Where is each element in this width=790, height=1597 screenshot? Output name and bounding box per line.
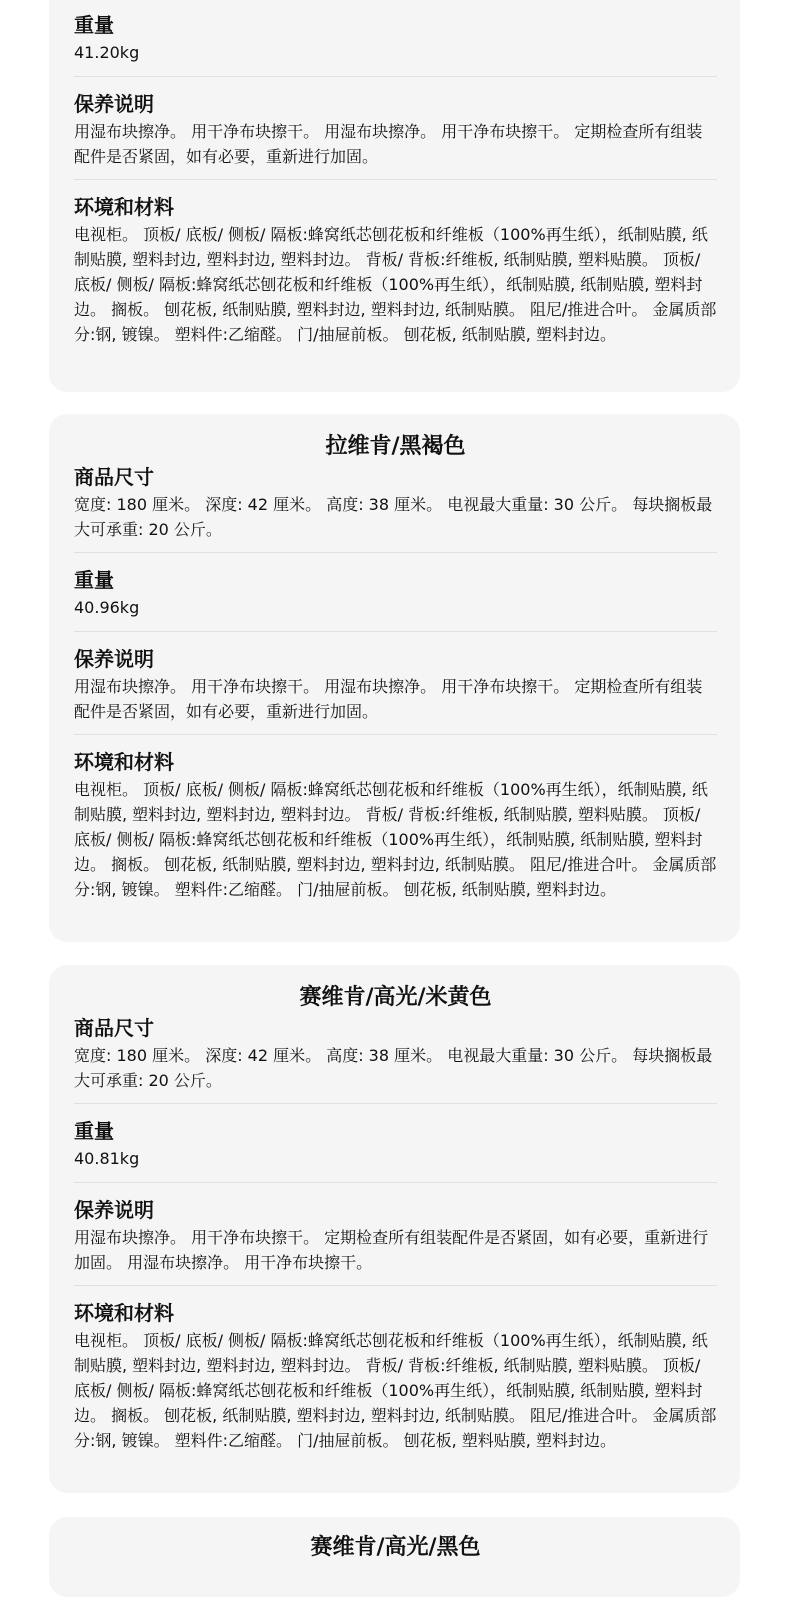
product-spec-card (49, 0, 740, 392)
section-divider (74, 179, 717, 180)
size-text: 宽度: 180 厘米。 深度: 42 厘米。 高度: 38 厘米。 电视最大重量: 30 公斤。 每块搁板最大可承重: 20 公斤。 (74, 495, 713, 539)
product-spec-card (49, 1517, 740, 1597)
size-text: 宽度: 180 厘米。 深度: 42 厘米。 高度: 38 厘米。 电视最大重量: 30 公斤。 每块搁板最大可承重: 20 公斤。 (74, 1046, 713, 1090)
size-label: 商品尺寸 (74, 1016, 154, 1040)
environment-text: 电视柜。 顶板/ 底板/ 侧板/ 隔板:蜂窝纸芯刨花板和纤维板（100%再生纸），纸制贴膜, 纸制贴膜, 塑料封边, 塑料封边, 塑料封边。 背板/ 背板:纤维板, 纸制贴膜, 塑料贴膜。 顶板/ 底板/ 侧板/ 隔板:蜂窝纸芯刨花板和纤维板（100%再生纸），纸制贴膜, 纸制贴膜, 塑料封边。 搁板。 刨花板, 纸制贴膜, 塑料封边, 塑料封边, 纸制贴膜。 阻尼/推进合叶。 金属质部分:钢, 镀镍。 塑料件:乙缩醛。 门/抽屉前板。 刨花板, 纸制贴膜, 塑料封边。 (74, 780, 717, 899)
weight-label: 重量 (74, 568, 114, 592)
variant-title: 赛维肯/高光/黑色 (310, 1535, 481, 1560)
care-label: 保养说明 (74, 92, 154, 116)
weight-value: 40.81kg (74, 1149, 140, 1168)
variant-title: 赛维肯/高光/米黄色 (299, 985, 492, 1010)
environment-label: 环境和材料 (74, 1301, 174, 1325)
weight-value: 40.96kg (74, 598, 140, 617)
section-divider (74, 734, 717, 735)
section-divider (74, 1285, 717, 1286)
size-label: 商品尺寸 (74, 465, 154, 489)
environment-text: 电视柜。 顶板/ 底板/ 侧板/ 隔板:蜂窝纸芯刨花板和纤维板（100%再生纸），纸制贴膜, 纸制贴膜, 塑料封边, 塑料封边, 塑料封边。 背板/ 背板:纤维板, 纸制贴膜, 塑料贴膜。 顶板/ 底板/ 侧板/ 隔板:蜂窝纸芯刨花板和纤维板（100%再生纸），纸制贴膜, 纸制贴膜, 塑料封边。 搁板。 刨花板, 纸制贴膜, 塑料封边, 塑料封边, 纸制贴膜。 阻尼/推进合叶。 金属质部分:钢, 镀镍。 塑料件:乙缩醛。 门/抽屉前板。 刨花板, 塑料贴膜, 塑料封边。 (74, 1331, 717, 1450)
care-text: 用湿布块擦净。 用干净布块擦干。 定期检查所有组装配件是否紧固，如有必要，重新进行加固。 用湿布块擦净。 用干净布块擦干。 (74, 1228, 709, 1272)
section-divider (74, 1182, 717, 1183)
weight-value: 41.20kg (74, 43, 140, 62)
care-text: 用湿布块擦净。 用干净布块擦干。 用湿布块擦净。 用干净布块擦干。 定期检查所有组装配件是否紧固，如有必要，重新进行加固。 (74, 122, 703, 166)
care-label: 保养说明 (74, 647, 154, 671)
product-spec-card (49, 414, 740, 942)
section-divider (74, 1103, 717, 1104)
environment-label: 环境和材料 (74, 750, 174, 774)
section-divider (74, 631, 717, 632)
environment-text: 电视柜。 顶板/ 底板/ 侧板/ 隔板:蜂窝纸芯刨花板和纤维板（100%再生纸），纸制贴膜, 纸制贴膜, 塑料封边, 塑料封边, 塑料封边。 背板/ 背板:纤维板, 纸制贴膜, 塑料贴膜。 顶板/ 底板/ 侧板/ 隔板:蜂窝纸芯刨花板和纤维板（100%再生纸），纸制贴膜, 纸制贴膜, 塑料封边。 搁板。 刨花板, 纸制贴膜, 塑料封边, 塑料封边, 纸制贴膜。 阻尼/推进合叶。 金属质部分:钢, 镀镍。 塑料件:乙缩醛。 门/抽屉前板。 刨花板, 纸制贴膜, 塑料封边。 (74, 225, 717, 344)
variant-title: 拉维肯/黑褐色 (325, 434, 466, 459)
environment-label: 环境和材料 (74, 195, 174, 219)
section-divider (74, 76, 717, 77)
care-text: 用湿布块擦净。 用干净布块擦干。 用湿布块擦净。 用干净布块擦干。 定期检查所有组装配件是否紧固，如有必要，重新进行加固。 (74, 677, 703, 721)
card-top-spacer (74, 0, 717, 11)
care-label: 保养说明 (74, 1198, 154, 1222)
section-divider (74, 552, 717, 553)
product-spec-card (49, 965, 740, 1493)
weight-label: 重量 (74, 1119, 114, 1143)
weight-label: 重量 (74, 13, 114, 37)
